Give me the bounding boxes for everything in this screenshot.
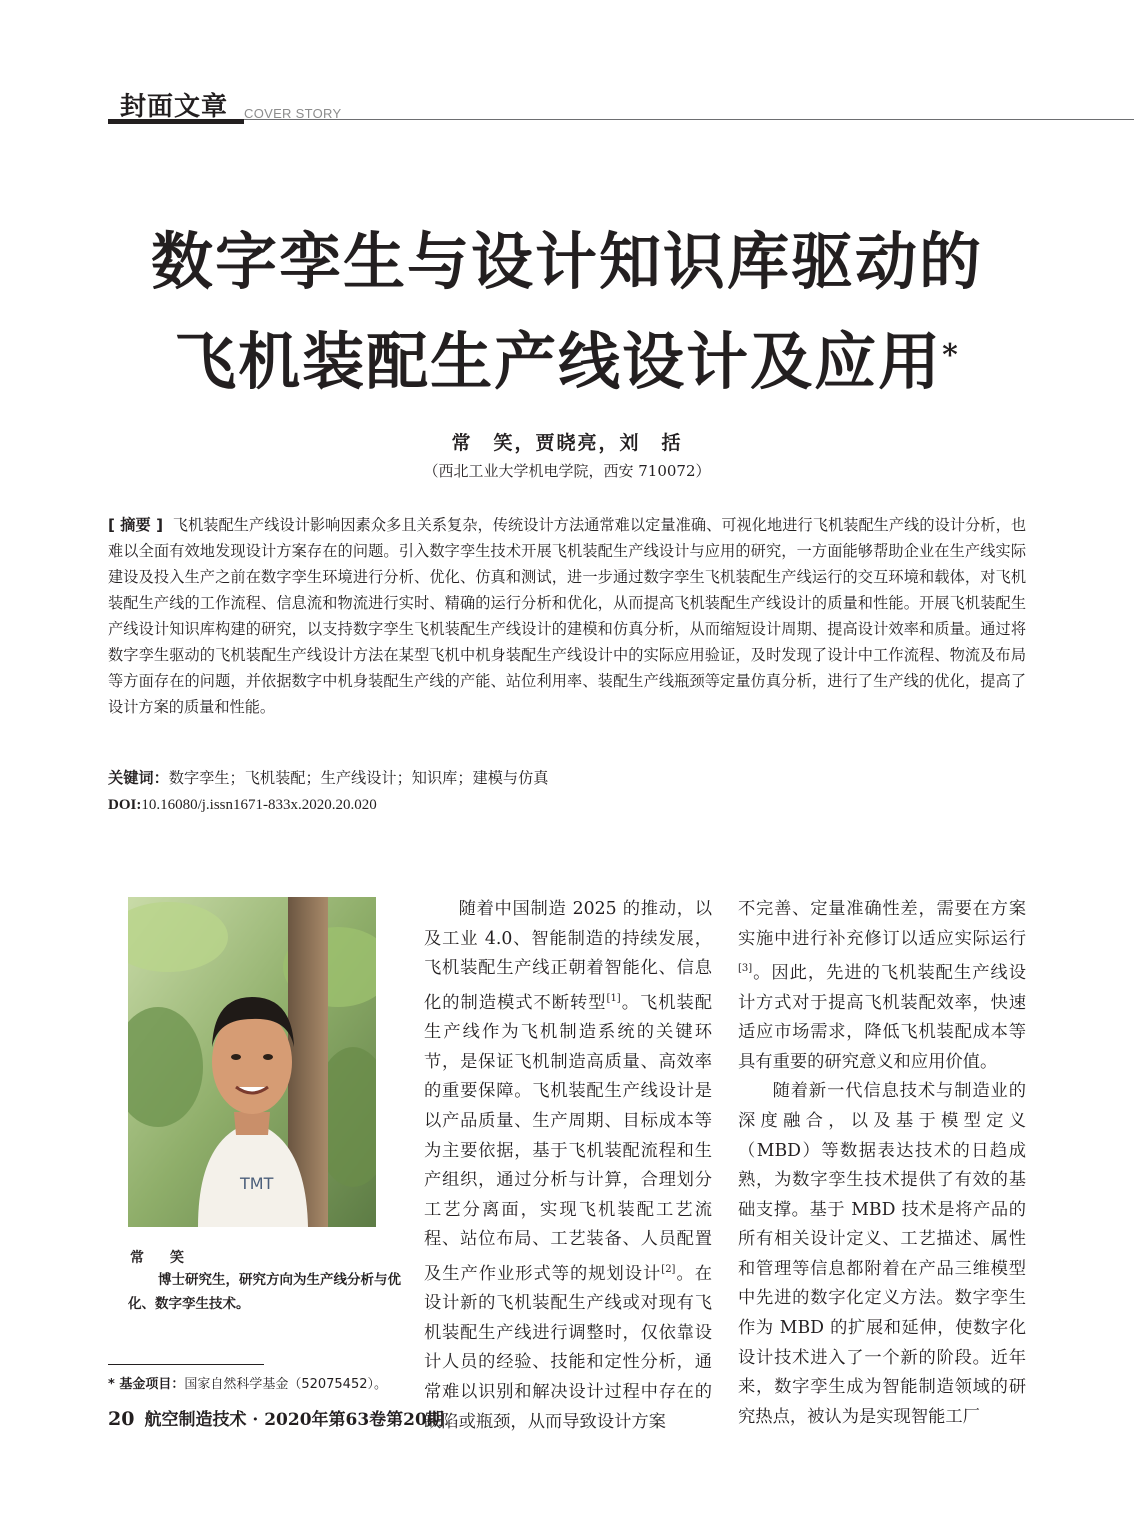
body-paragraph <box>738 895 1026 1077</box>
author-bio-description: 博士研究生，研究方向为生产线分析与优化、数字孪生技术。 <box>128 1272 401 1312</box>
body-text: 不完善、定量准确性差，需要在方案实施中进行补充修订以适应实际运行 <box>738 899 1026 949</box>
keywords-text: 数字孪生；飞机装配；生产线设计；知识库；建模与仿真 <box>168 769 549 787</box>
citation-ref: [2] <box>661 1263 676 1275</box>
funding-label: * 基金项目： <box>108 1377 185 1392</box>
body-paragraph: 随着新一代信息技术与制造业的深度融合，以及基于模型定义（MBD）等数据表达技术的日趋成熟，为数字孪生技术提供了有效的基础支撑。基于 MBD 技术是将产品的所有相关设计定义、工艺描述、属性和管理等信息都附着在产品三维模型中先进的数字化定义方法。数字孪生作为 MBD 的扩展和延伸，使数字化设计技术进入了一个新的阶段。近年来，数字孪生成为智能制造领域的研究热点，被认为是实现智能工厂 <box>738 1081 1026 1427</box>
journal-name: 航空制造技术 · 2020年第63卷第20期 <box>144 1410 444 1430</box>
doi-text: 10.16080/j.issn1671-833x.2020.20.020 <box>141 797 377 813</box>
section-header-rule <box>244 119 1134 120</box>
section-title-cn: 封面文章 <box>120 92 229 122</box>
page-number: 20 <box>108 1408 135 1430</box>
svg-text:TMT: TMT <box>240 1174 274 1193</box>
funding-footnote <box>108 1373 387 1392</box>
body-text: 随着中国制造 2025 的推动，以及工业 4.0、智能制造的持续发展，飞机装配生产线正朝着智能化、信息化的制造模式不断转型 <box>424 899 712 1013</box>
section-header <box>108 80 1134 128</box>
doi-label: DOI: <box>108 797 142 813</box>
doi <box>108 797 377 814</box>
body-column-2 <box>738 895 1026 1432</box>
keywords-label: 关键词： <box>108 769 169 787</box>
page-footer <box>108 1405 444 1430</box>
author-photo <box>128 897 376 1227</box>
citation-ref: [1] <box>606 992 621 1004</box>
footnote-rule <box>108 1364 264 1365</box>
article-title-line-2-text: 飞机装配生产线设计及应用 <box>174 325 943 398</box>
abstract-label: [ 摘要 ] <box>108 516 164 534</box>
abstract-text: 飞机装配生产线设计影响因素众多且关系复杂，传统设计方法通常难以定量准确、可视化地进行飞机装配生产线的设计分析，也难以全面有效地发现设计方案存在的问题。引入数字孪生技术开展飞机装配生产线设计与应用的研究，一方面能够帮助企业在生产线实际建设及投入生产之前在数字孪生环境进行分析、优化、仿真和测试，进一步通过数字孪生飞机装配生产线运行的交互环境和载体，对飞机装配生产线的工作流程、信息流和物流进行实时、精确的运行分析和优化，从而提高飞机装配生产线设计的质量和性能。开展飞机装配生产线设计知识库构建的研究，以支持数字孪生飞机装配生产线设计的建模和仿真分析，从而缩短设计周期、提高设计效率和质量。通过将数字孪生驱动的飞机装配生产线设计方法在某型飞机中机身装配生产线设计中的实际应用验证，及时发现了设计中工作流程、物流及布局等方面存在的问题，并依据数字中机身装配生产线的产能、站位利用率、装配生产线瓶颈等定量仿真分析，进行了生产线的优化，提高了设计方案的质量和性能。 <box>108 516 1027 716</box>
article-title-line-2 <box>60 312 1074 412</box>
body-paragraph <box>424 895 712 1437</box>
abstract <box>108 512 1026 720</box>
affiliation: （西北工业大学机电学院，西安 710072） <box>423 462 711 480</box>
author-photo-illustration <box>128 897 376 1227</box>
author-bio-name: 常 笑 <box>130 1250 190 1266</box>
body-text: 。在设计新的飞机装配生产线或对现有飞机装配生产线进行调整时，仅依靠设计人员的经验、技能和定性分析，通常难以识别和解决设计过程中存在的缺陷或瓶颈，从而导致设计方案 <box>424 1263 712 1432</box>
article-title-line-1: 数字孪生与设计知识库驱动的 <box>150 225 983 298</box>
section-title-en: COVER STORY <box>244 106 342 121</box>
authors: 常 笑，贾晓亮，刘 括 <box>451 432 683 454</box>
keywords <box>108 767 1026 788</box>
body-text: 。飞机装配生产线作为飞机制造系统的关键环节，是保证飞机制造高质量、高效率的重要保障。飞机装配生产线设计是以产品质量、生产周期、目标成本等为主要依据，基于飞机装配流程和生产组织，通过分析与计算，合理划分工艺分离面，实现飞机装配工艺流程、站位布局、工艺装备、人员配置及生产作业形式等的规划设计 <box>424 992 712 1284</box>
title-footnote-mark: * <box>942 338 960 373</box>
body-text: 。因此，先进的飞机装配生产线设计方式对于提高飞机装配效率，快速适应市场需求，降低飞机装配成本等具有重要的研究意义和应用价值。 <box>738 962 1026 1072</box>
funding-text: 国家自然科学基金（52075452）。 <box>184 1377 387 1392</box>
citation-ref: [3] <box>738 963 753 975</box>
body-column-1 <box>424 895 712 1437</box>
